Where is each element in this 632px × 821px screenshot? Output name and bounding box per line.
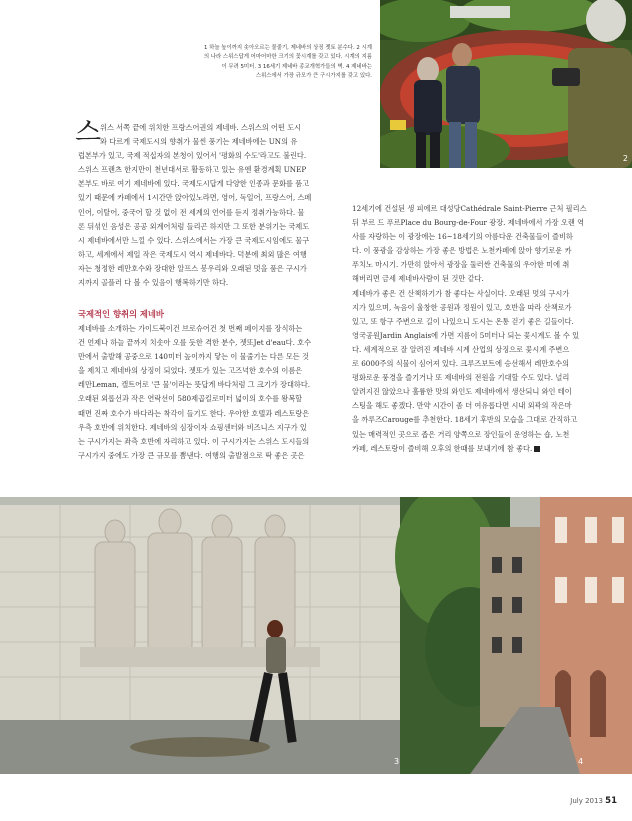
text-line: 로 6000주의 식물이 심어져 있다. 크루즈보트에 승선해서 레만호수의 xyxy=(352,359,570,369)
text-line: 사를 자랑하는 이 광장에는 16~18세기의 아름다운 건축물들이 즐비하 xyxy=(352,232,573,242)
text-line: 있기 때문에 카페에서 1시간만 앉아있노라면, 영어, 독일어, 프랑스어, 스페 xyxy=(78,193,312,203)
photo-number: 3 xyxy=(394,757,400,766)
end-mark xyxy=(534,446,540,452)
photo-caption xyxy=(140,44,372,82)
reformation-wall-photo xyxy=(0,497,632,774)
text-line: 지까지 골플러 다 볼 수 있음이 행복하기만 하다. xyxy=(78,278,229,288)
caption-line: 이 무려 5미터. 3 16세기 제네바 종교개혁가들의 벽. 4 제네바는 xyxy=(221,63,372,70)
text-line: 와 다르게 국제도시의 향취가 물씬 풍기는 제네바에는 UN의 유 xyxy=(100,137,298,147)
text-line: 을 제치고 제네바의 상징이 되었다. 젯또가 있는 고즈넉한 호수의 이름은 xyxy=(78,366,303,376)
caption-line: 스위스에서 가장 규모가 큰 구시가지를 갖고 있다. xyxy=(255,73,372,80)
text-line: 을 까루즈Carouge를 추천한다. 18세기 후반의 모습을 그대로 간직하고 xyxy=(352,415,578,425)
text-line: 레만Leman, 캘트어로 '큰 물'이라는 뜻답게 바다처럼 그 크기가 장대하다. xyxy=(78,380,311,390)
text-line: 해버리면 금세 제네바사람이 된 것만 같다. xyxy=(352,274,484,284)
text-line: 평화로운 풍경을 즐기거나 또 제네바의 전원을 기대할 수도 있다. 널리 xyxy=(352,373,570,383)
text-line: 구시가지 중에도 가장 큰 규모를 뽐낸다. 여행의 출발점으로 딱 좋은 곳은 xyxy=(78,450,305,460)
text-line: 건 언제나 하늘 끝까지 치솟아 오를 듯한 격한 분수, 젯또Jet d'eau다. 호수 xyxy=(78,338,312,348)
text-line: 스팅을 해도 좋겠다. 만약 시간이 좀 더 여유롭다면 시내 외곽의 작은마 xyxy=(352,401,572,411)
text-line: 있는 매력적인 곳으로 좁은 거리 양쪽으로 장인들이 운영하는 숍, 노천 xyxy=(352,429,570,439)
photo-number: 4 xyxy=(578,757,584,766)
caption-line: 1 하늘 높이까지 솟아오르는 물줄기, 제네바의 상징 젯토 분수다. 2 시계 xyxy=(203,45,372,51)
text-line: 시 제네바에서만 느낄 수 있다. 스위스에서는 가장 큰 국제도시임에도 물구 xyxy=(78,235,310,245)
body-text-right xyxy=(352,202,614,456)
text-line: 다. 이 풍광을 감상하는 가장 좋은 방법은 노천카페에 앉아 향기로운 카 xyxy=(352,246,572,256)
text-line: 론 뒤섞인 음성은 공공 외계어처럼 들리곤 하지만 그 또한 분위기는 국제도 xyxy=(78,221,310,231)
dropcap: 스 xyxy=(75,117,102,148)
text-line: 영국공원Jardin Anglais에 가면 지름이 5미터나 되는 꽃시계도 볼 수 있 xyxy=(352,330,580,340)
text-line: 제네바가 좋은 건 산책하기가 참 좋다는 사실이다. 오래된 멋의 구시가 xyxy=(352,288,570,298)
text-line: 때면 진짜 호수가 바다라는 착각이 들기도 한다. 우아한 호텔과 레스토랑은 xyxy=(78,408,310,418)
text-line: 푸치노 마시기. 가만히 앉아서 광장을 둘러싼 건축물의 우아한 미에 취 xyxy=(352,260,570,270)
text-line: 하고, 세계에서 제일 작은 국제도시 역시 제네바다. 덕분에 최외 많은 여행 xyxy=(78,249,307,259)
text-line: 오래된 외롭선과 작은 연락선이 580제곱킬로미터 넓이의 호수를 왕복할 xyxy=(78,394,303,404)
text-line: 자는 청정한 레만호수와 장대한 알프스 봉우리와 오래된 멋을 품은 구시가 xyxy=(78,263,307,273)
text-line: 12세기에 건설된 생 피에르 대성당Cathédrale Saint-Pierre 근처 필리스 xyxy=(352,204,587,213)
text-line: 럽본부가 있고, 국제 적십자의 본청이 있어서 '평화의 수도'라고도 불린다. xyxy=(78,151,307,161)
issue-date: July 2013 xyxy=(570,797,603,805)
flower-clock-photo xyxy=(380,0,632,168)
caption-line: 의 나라 스위스답게 어마어마한 크기의 꽃시계를 갖고 있다. 시계의 지름 xyxy=(203,54,372,61)
text-line: 알려지진 않았으나 훌륭한 맛의 와인도 제네바에서 생산되니 와인 테이 xyxy=(352,387,572,397)
text-line: 인어, 이탈어, 중국어 할 것 없이 전 세계의 언어를 듣지 정취가능하다. 물 xyxy=(78,207,305,217)
text-line: 우측 호반에 위치한다. 제네바의 심장이자 쇼핑센터와 비즈니스 지구가 있 xyxy=(78,422,307,432)
text-line: 뒤 부르 드 푸르Place du Bourg-de-Four 광장. 제네바에서 가장 오랜 역 xyxy=(352,218,585,228)
text-line: 본부도 바로 여기 제네바에 있다. 국제도시답게 다양한 인종과 문화를 품고 xyxy=(78,179,310,189)
text-line: 카페, 레스토랑이 즐비해 오후의 한때를 보내기에 참 좋다. xyxy=(352,443,533,453)
body-text-left xyxy=(78,322,336,463)
page-footer xyxy=(570,796,617,806)
intro-text xyxy=(75,117,336,290)
text-line: 는 구시가지는 좌측 호반에 자리하고 있다. 이 구시가지는 스위스 도시들의 xyxy=(78,436,310,446)
text-line: 있고, 또 항구 주변으로 길이 나있으니 도시는 온통 걷기 좋은 길들이다. xyxy=(352,316,574,326)
text-line: 제네바를 소개하는 가이드북이건 브로슈어건 첫 번째 페이지를 장식하는 xyxy=(78,324,303,333)
text-line-last xyxy=(352,442,614,456)
photo-number: 2 xyxy=(622,154,628,163)
section-heading: 국제적인 향취의 제네바 xyxy=(78,309,164,319)
text-line: 위스 서쪽 끝에 위치한 프랑스어권의 제네바. 스위스의 어떤 도시 xyxy=(100,123,302,132)
text-line: 다. 세계적으로 잘 알려진 제네바 시계 산업의 상징으로 꽃시계 주변으 xyxy=(352,344,570,354)
text-line: 스위스 프랜츠 한지만이 천년대서로 활동하고 있는 유엔 환경계획 UNEP xyxy=(78,165,307,175)
text-line: 지가 있으며, 녹음이 울창한 공원과 정원이 있고, 호반을 따라 산책로가 xyxy=(352,302,572,312)
page-number: 51 xyxy=(605,796,617,806)
text-line: 만에서 출발해 공중으로 140미터 높이까지 닿는 이 물줄기는 다른 모든 것 xyxy=(78,352,309,362)
